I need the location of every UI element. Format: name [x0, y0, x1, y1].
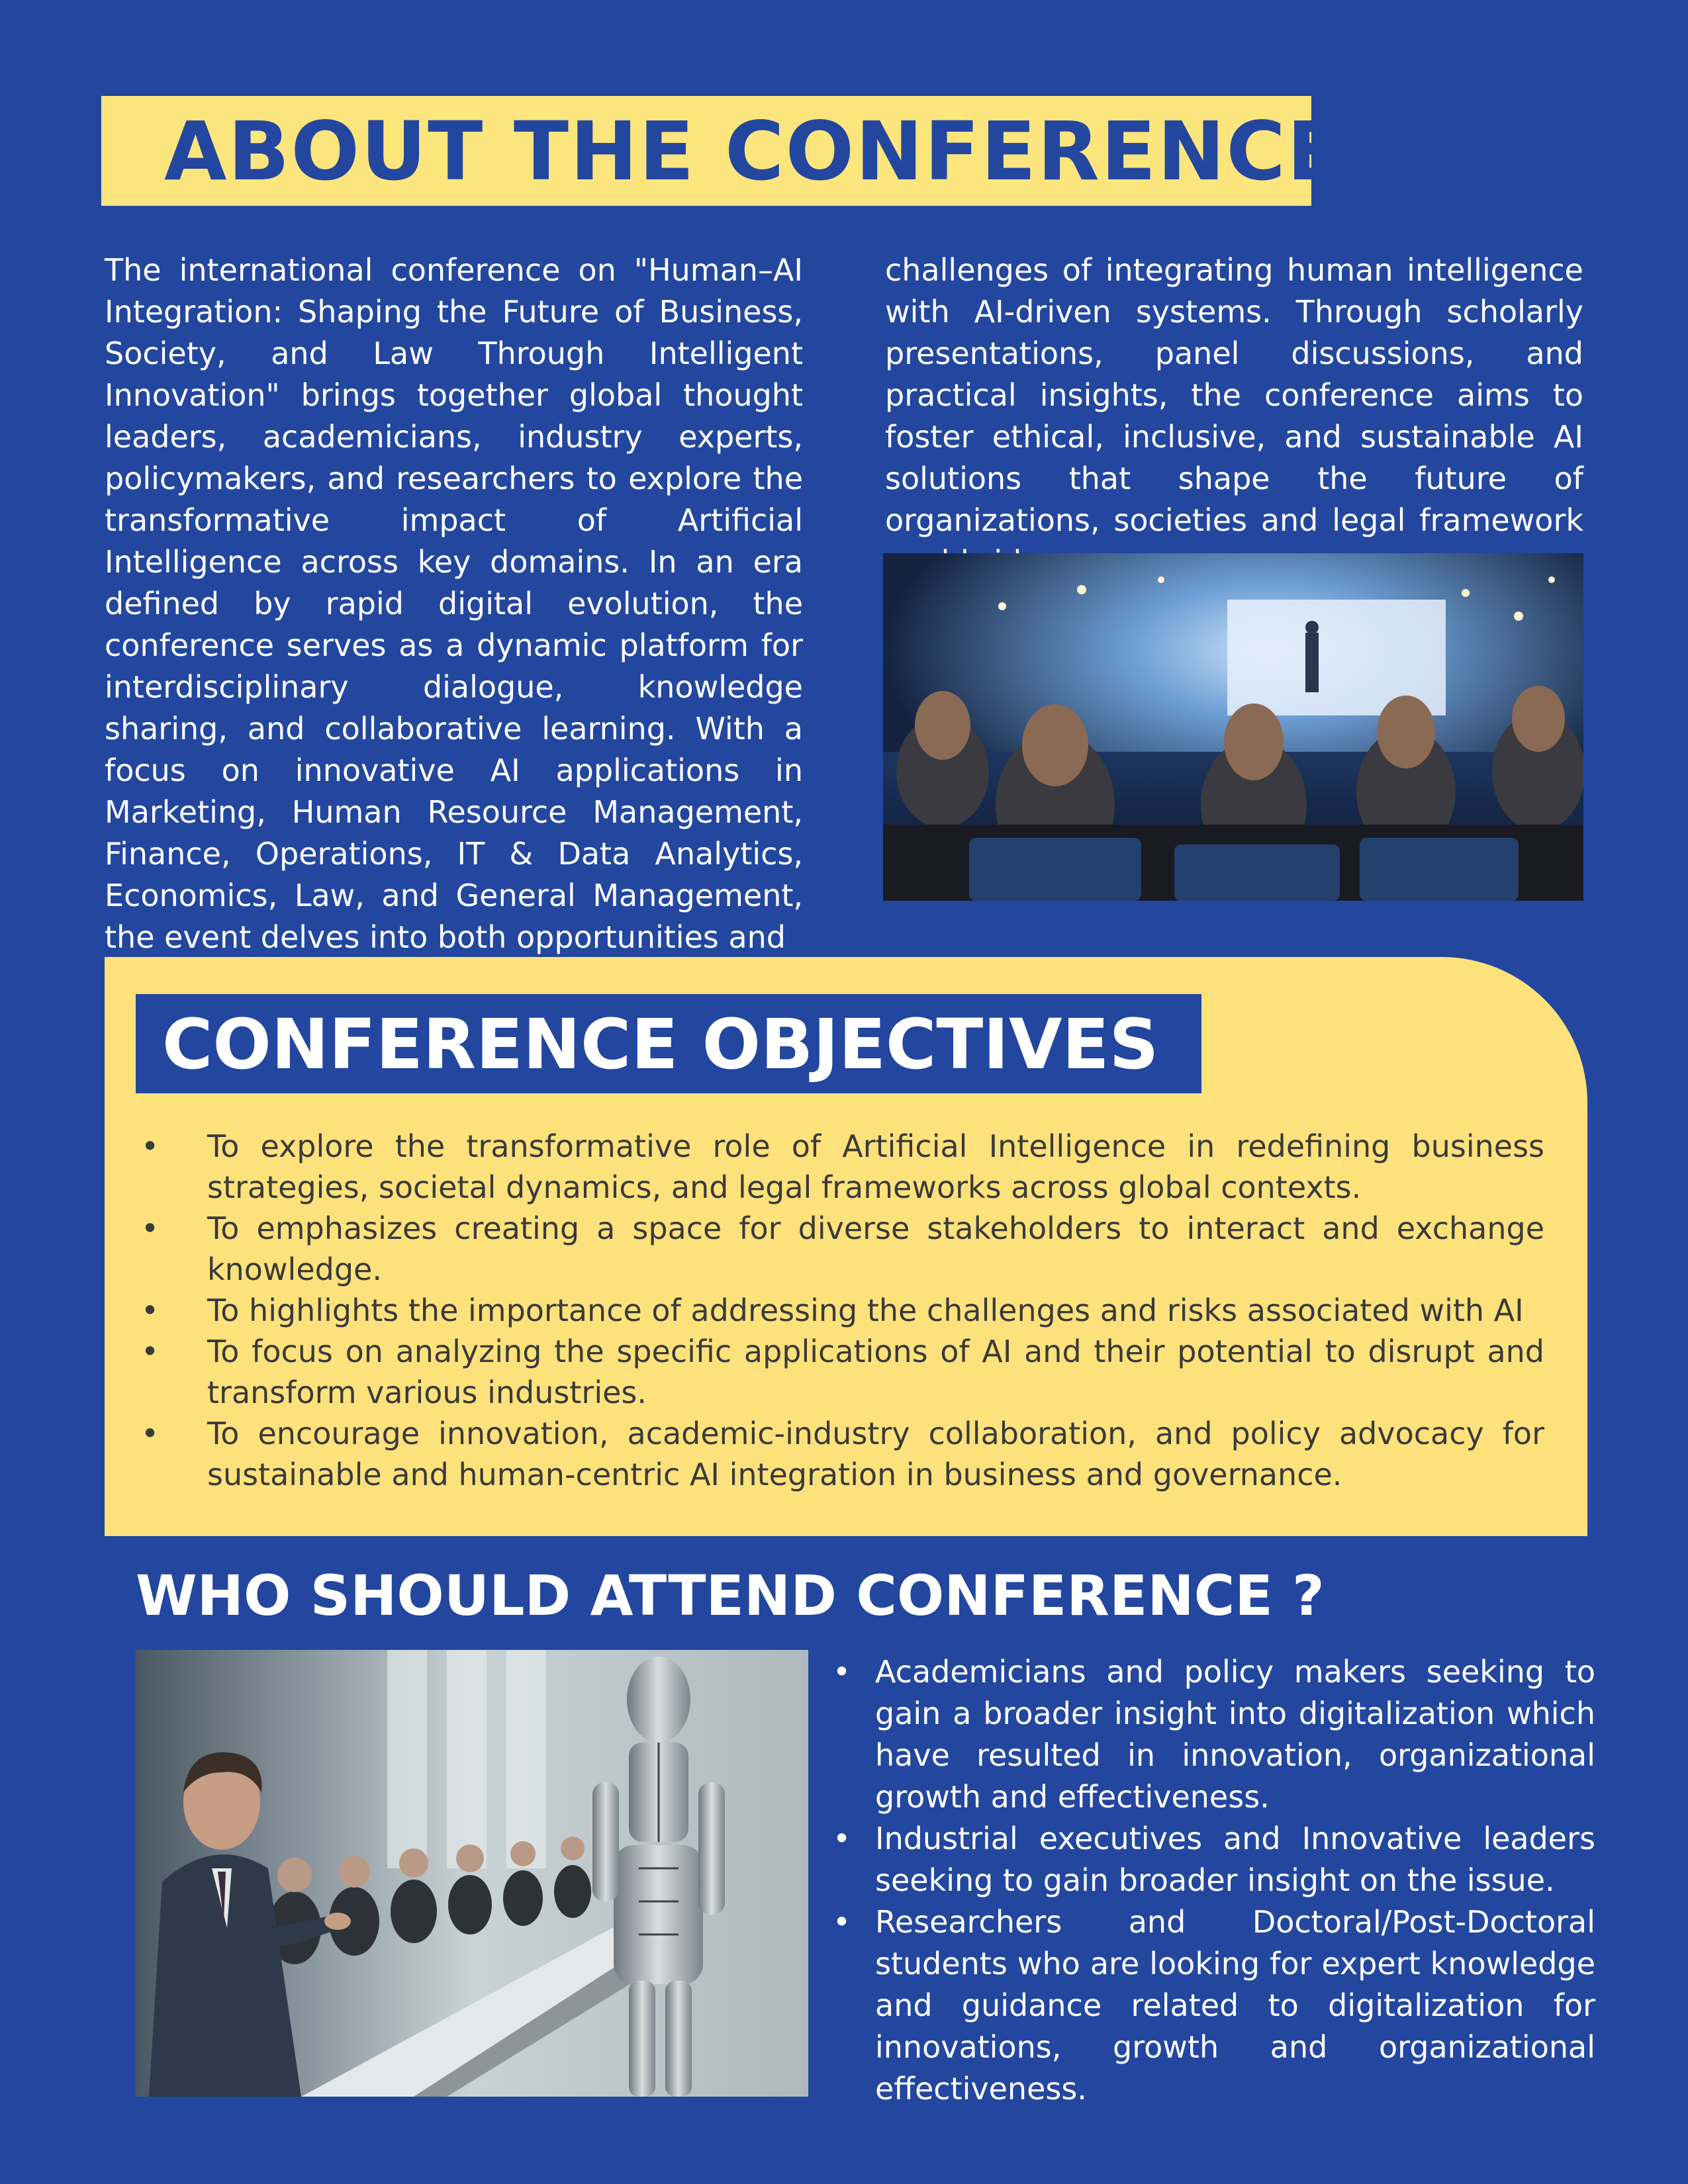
list-item: • Researchers and Doctoral/Post-Doctoral students who are looking for expert knowledge and guidance related to digitalization for innovations, growth and organizational effectiveness. [827, 1901, 1595, 2110]
objectives-title-banner [136, 994, 1201, 1093]
about-title: ABOUT THE CONFERENCE [164, 105, 1344, 199]
objectives-title: CONFERENCE OBJECTIVES [162, 1004, 1159, 1085]
attendee-list [827, 1651, 1595, 2110]
title-bold-part: CONFERENCE ? [856, 1563, 1325, 1628]
list-item: • To focus on analyzing the specific applications of AI and their potential to disrupt and transform various industries. [141, 1331, 1544, 1413]
objectives-panel [105, 957, 1587, 1536]
list-item: • To explore the transformative role of Artificial Intelligence in redefining business strategies, societal dynamics, and legal frameworks across global contexts. [141, 1126, 1544, 1208]
who-should-attend-title [136, 1559, 1325, 1632]
title-light-part: WHO SHOULD ATTEND [136, 1563, 857, 1628]
list-item: • Academicians and policy makers seeking to gain a broader insight into digitalization which have resulted in innovation, organizational growth and effectiveness. [827, 1651, 1595, 1818]
presenter-robot-photo [136, 1650, 808, 2097]
list-item: • To encourage innovation, academic-industry collaboration, and policy advocacy for sustainable and human-centric AI integration in business and governance. [141, 1413, 1544, 1495]
about-title-banner [101, 96, 1344, 206]
conference-audience-photo [883, 553, 1583, 901]
list-item: • To emphasizes creating a space for diverse stakeholders to interact and exchange knowledge. [141, 1208, 1544, 1290]
objectives-list [141, 1126, 1544, 1495]
about-text-column-2: challenges of integrating human intelligence with AI-driven systems. Through scholarly presentations, panel discussions, and practical insights, the conference aims to foster ethical, inclusive, and sustainable AI solutions that shape the future of organizations, societies and legal framework [885, 252, 1583, 538]
list-item: • To highlights the importance of addressing the challenges and risks associated with AI [141, 1290, 1544, 1331]
list-item: • Industrial executives and Innovative leaders seeking to gain broader insight on the issue. [827, 1818, 1595, 1901]
about-text-column-1: The international conference on "Human–AI Integration: Shaping the Future of Business, Society, and Law Through Intelligent Innovation" brings together global thought leaders, academicians, industry experts, policymakers, and researchers to explore the transformative impact of Artificial Intelligence across key domains. In an era defined by rapid digital evolution, the conference serves as a dynamic platform for interdisciplinary dialogue, knowledge sharing, and collaborative learning. With a focus on innovative AI applications in Marketing, Human Resource Management, Finance, Operations, IT & Data Analytics, Economics, Law, and General Management, the event delves into both opportunities and [105, 252, 803, 955]
